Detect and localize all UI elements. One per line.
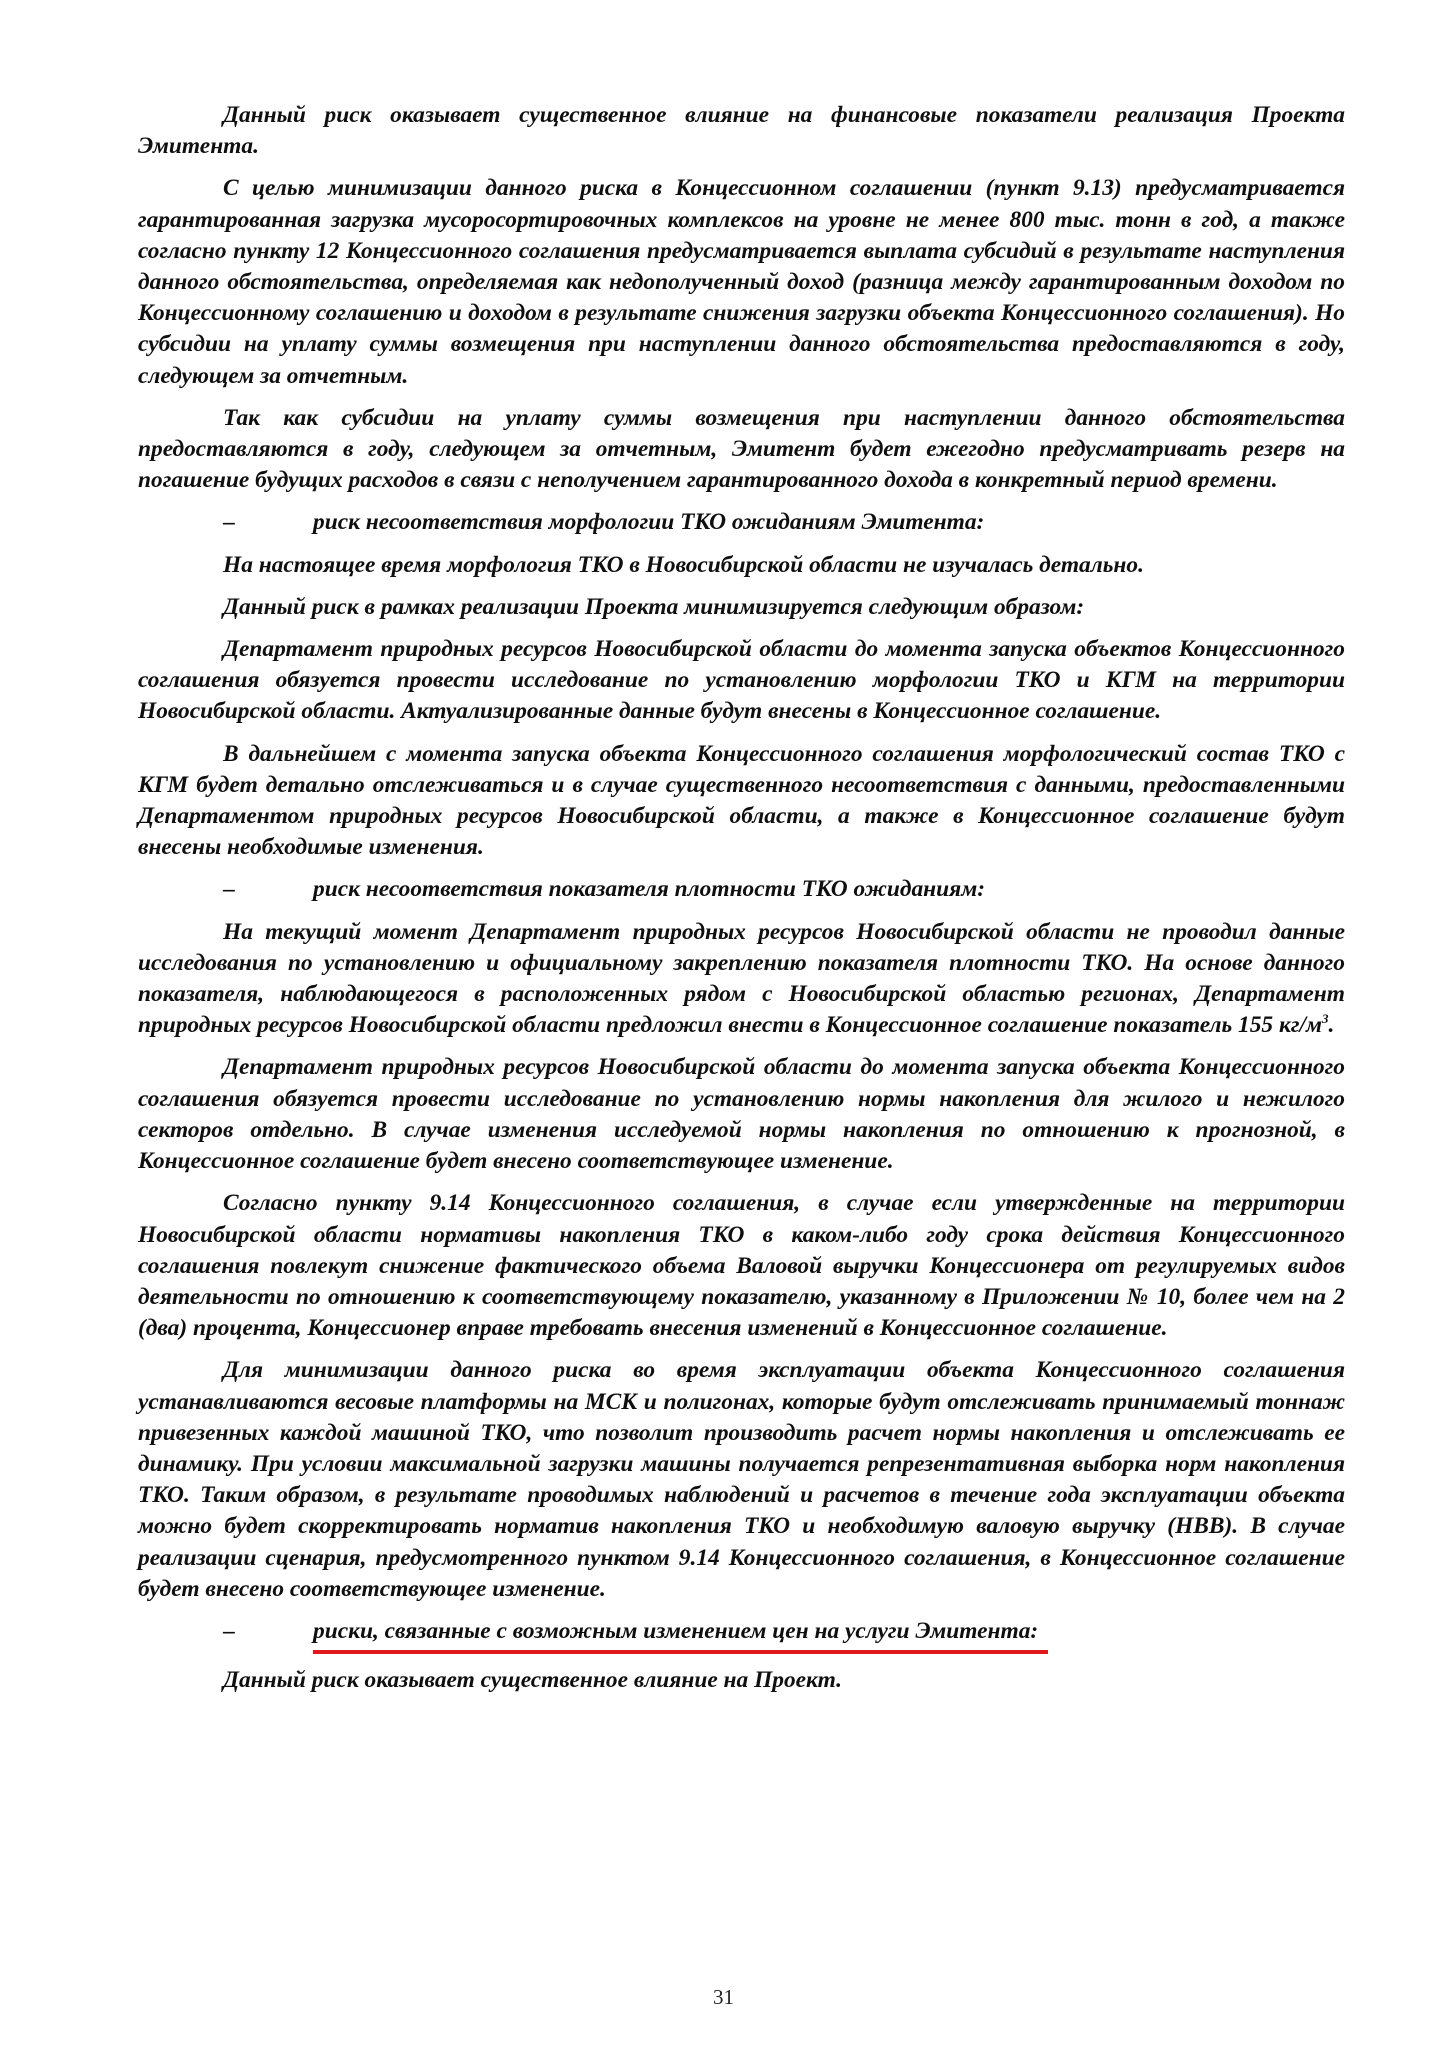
list-item-morphology-risk xyxy=(138,507,1345,538)
list-item-density-risk xyxy=(138,874,1345,905)
dash-bullet: – xyxy=(223,1617,235,1644)
page-number: 31 xyxy=(713,1985,734,2009)
paragraph: Департамент природных ресурсов Новосибирской области до момента запуска объектов Концессионного соглашения обязуется провести исследование по установлению морфологии ТКО и КГМ на территории Новосибирской области. Актуализированные данные будут внесены в Концессионное соглашение. xyxy=(138,636,1345,725)
dash-bullet: – xyxy=(223,509,235,536)
paragraph: В дальнейшем с момента запуска объекта Концессионного соглашения морфологический состав ТКО с КГМ будет детально отслеживаться и в случае существенного несоответствия с данными, предоставленными Департаментом природных ресурсов Новосибирской области, а также в Концессионное соглашение будут внесены необходимые изменения. xyxy=(138,740,1345,861)
list-item-label: риск несоответствия показателя плотности ТКО ожиданиям: xyxy=(313,876,986,903)
paragraph-text: На текущий момент Департамент природных ресурсов Новосибирской области не проводил данные исследования по установлению и официальному закреплению показателя плотности ТКО. На основе данного показателя, наблюдающегося в расположенных рядом с Новосибирской областью регионах, Департамент природных ресурсов Новосибирской области предложил внести в Концессионное соглашение показатель 155 кг/м xyxy=(138,918,1345,1039)
list-item-price-risk xyxy=(138,1616,1345,1654)
paragraph-end: . xyxy=(1328,1012,1335,1039)
paragraph: С целью минимизации данного риска в Концессионном соглашении (пункт 9.13) предусматривается гарантированная загрузка мусоросортировочных комплексов на уровне не менее 800 тыс. тонн в год, а также согласно пункту 12 Концессионного соглашения предусматривается выплата субсидий в результате наступления данного обстоятельства, определяемая как недополученный доход (разница между гарантированным доходом по Концессионному соглашению и доходом в результате снижения загрузки объекта Концессионного соглашения). Но субсидии на уплату суммы возмещения при наступлении данного обстоятельства предоставляются в году, следующем за отчетным. xyxy=(138,175,1345,389)
superscript: 3 xyxy=(1322,1011,1329,1027)
paragraph: Согласно пункту 9.14 Концессионного соглашения, в случае если утвержденные на территории Новосибирской области нормативы накопления ТКО в каком-либо году срока действия Концессионного соглашения повлекут снижение фактического объема Валовой выручки Концессионера от регулируемых видов деятельности по отношению к соответствующему показателю, указанному в Приложении № 10, более чем на 2 (два) процента, Концессионер вправе требовать внесения изменений в Концессионное соглашение. xyxy=(138,1190,1345,1342)
paragraph: Данный риск оказывает существенное влияние на финансовые показатели реализация Проекта Эмитента. xyxy=(138,102,1345,160)
paragraph: Данный риск оказывает существенное влияние на Проект. xyxy=(223,1667,842,1694)
dash-bullet: – xyxy=(223,876,235,903)
paragraph: Департамент природных ресурсов Новосибирской области до момента запуска объекта Концессионного соглашения обязуется провести исследование по установлению нормы накопления для жилого и нежилого секторов отдельно. В случае изменения исследуемой нормы накопления по отношению к прогнозной, в Концессионное соглашение будет внесено соответствующее изменение. xyxy=(138,1054,1345,1175)
paragraph: Для минимизации данного риска во время эксплуатации объекта Концессионного соглашения устанавливаются весовые платформы на МСК и полигонах, которые будут отслеживать принимаемый тоннаж привезенных каждой машиной ТКО, что позволит производить расчет нормы накопления и отслеживать ее динамику. При условии максимальной загрузки машины получается репрезентативная выборка норм накопления ТКО. Таким образом, в результате проводимых наблюдений и расчетов в течение года эксплуатации объекта можно будет скорректировать норматив накопления ТКО и необходимую валовую выручку (НВВ). В случае реализации сценария, предусмотренного пунктом 9.14 Концессионного соглашения, в Концессионное соглашение будет внесено соответствующее изменение. xyxy=(138,1357,1345,1602)
list-item-wrapper xyxy=(313,1616,1345,1654)
paragraph: На настоящее время морфология ТКО в Новосибирской области не изучалась детально. xyxy=(223,551,1144,578)
paragraph: Данный риск в рамках реализации Проекта минимизируется следующим образом: xyxy=(223,593,1085,620)
paragraph xyxy=(138,917,1345,1042)
paragraph: Так как субсидии на уплату суммы возмещения при наступлении данного обстоятельства предоставляются в году, следующем за отчетным, Эмитент будет ежегодно предусматривать резерв на погашение будущих расходов в связи с неполучением гарантированного дохода в конкретный период времени. xyxy=(138,404,1345,494)
list-item-label: риск несоответствия морфологии ТКО ожиданиям Эмитента: xyxy=(313,509,985,536)
highlighted-heading: риски, связанные с возможным изменением цен на услуги Эмитента: xyxy=(313,1616,1048,1654)
document-body xyxy=(138,100,1345,1707)
